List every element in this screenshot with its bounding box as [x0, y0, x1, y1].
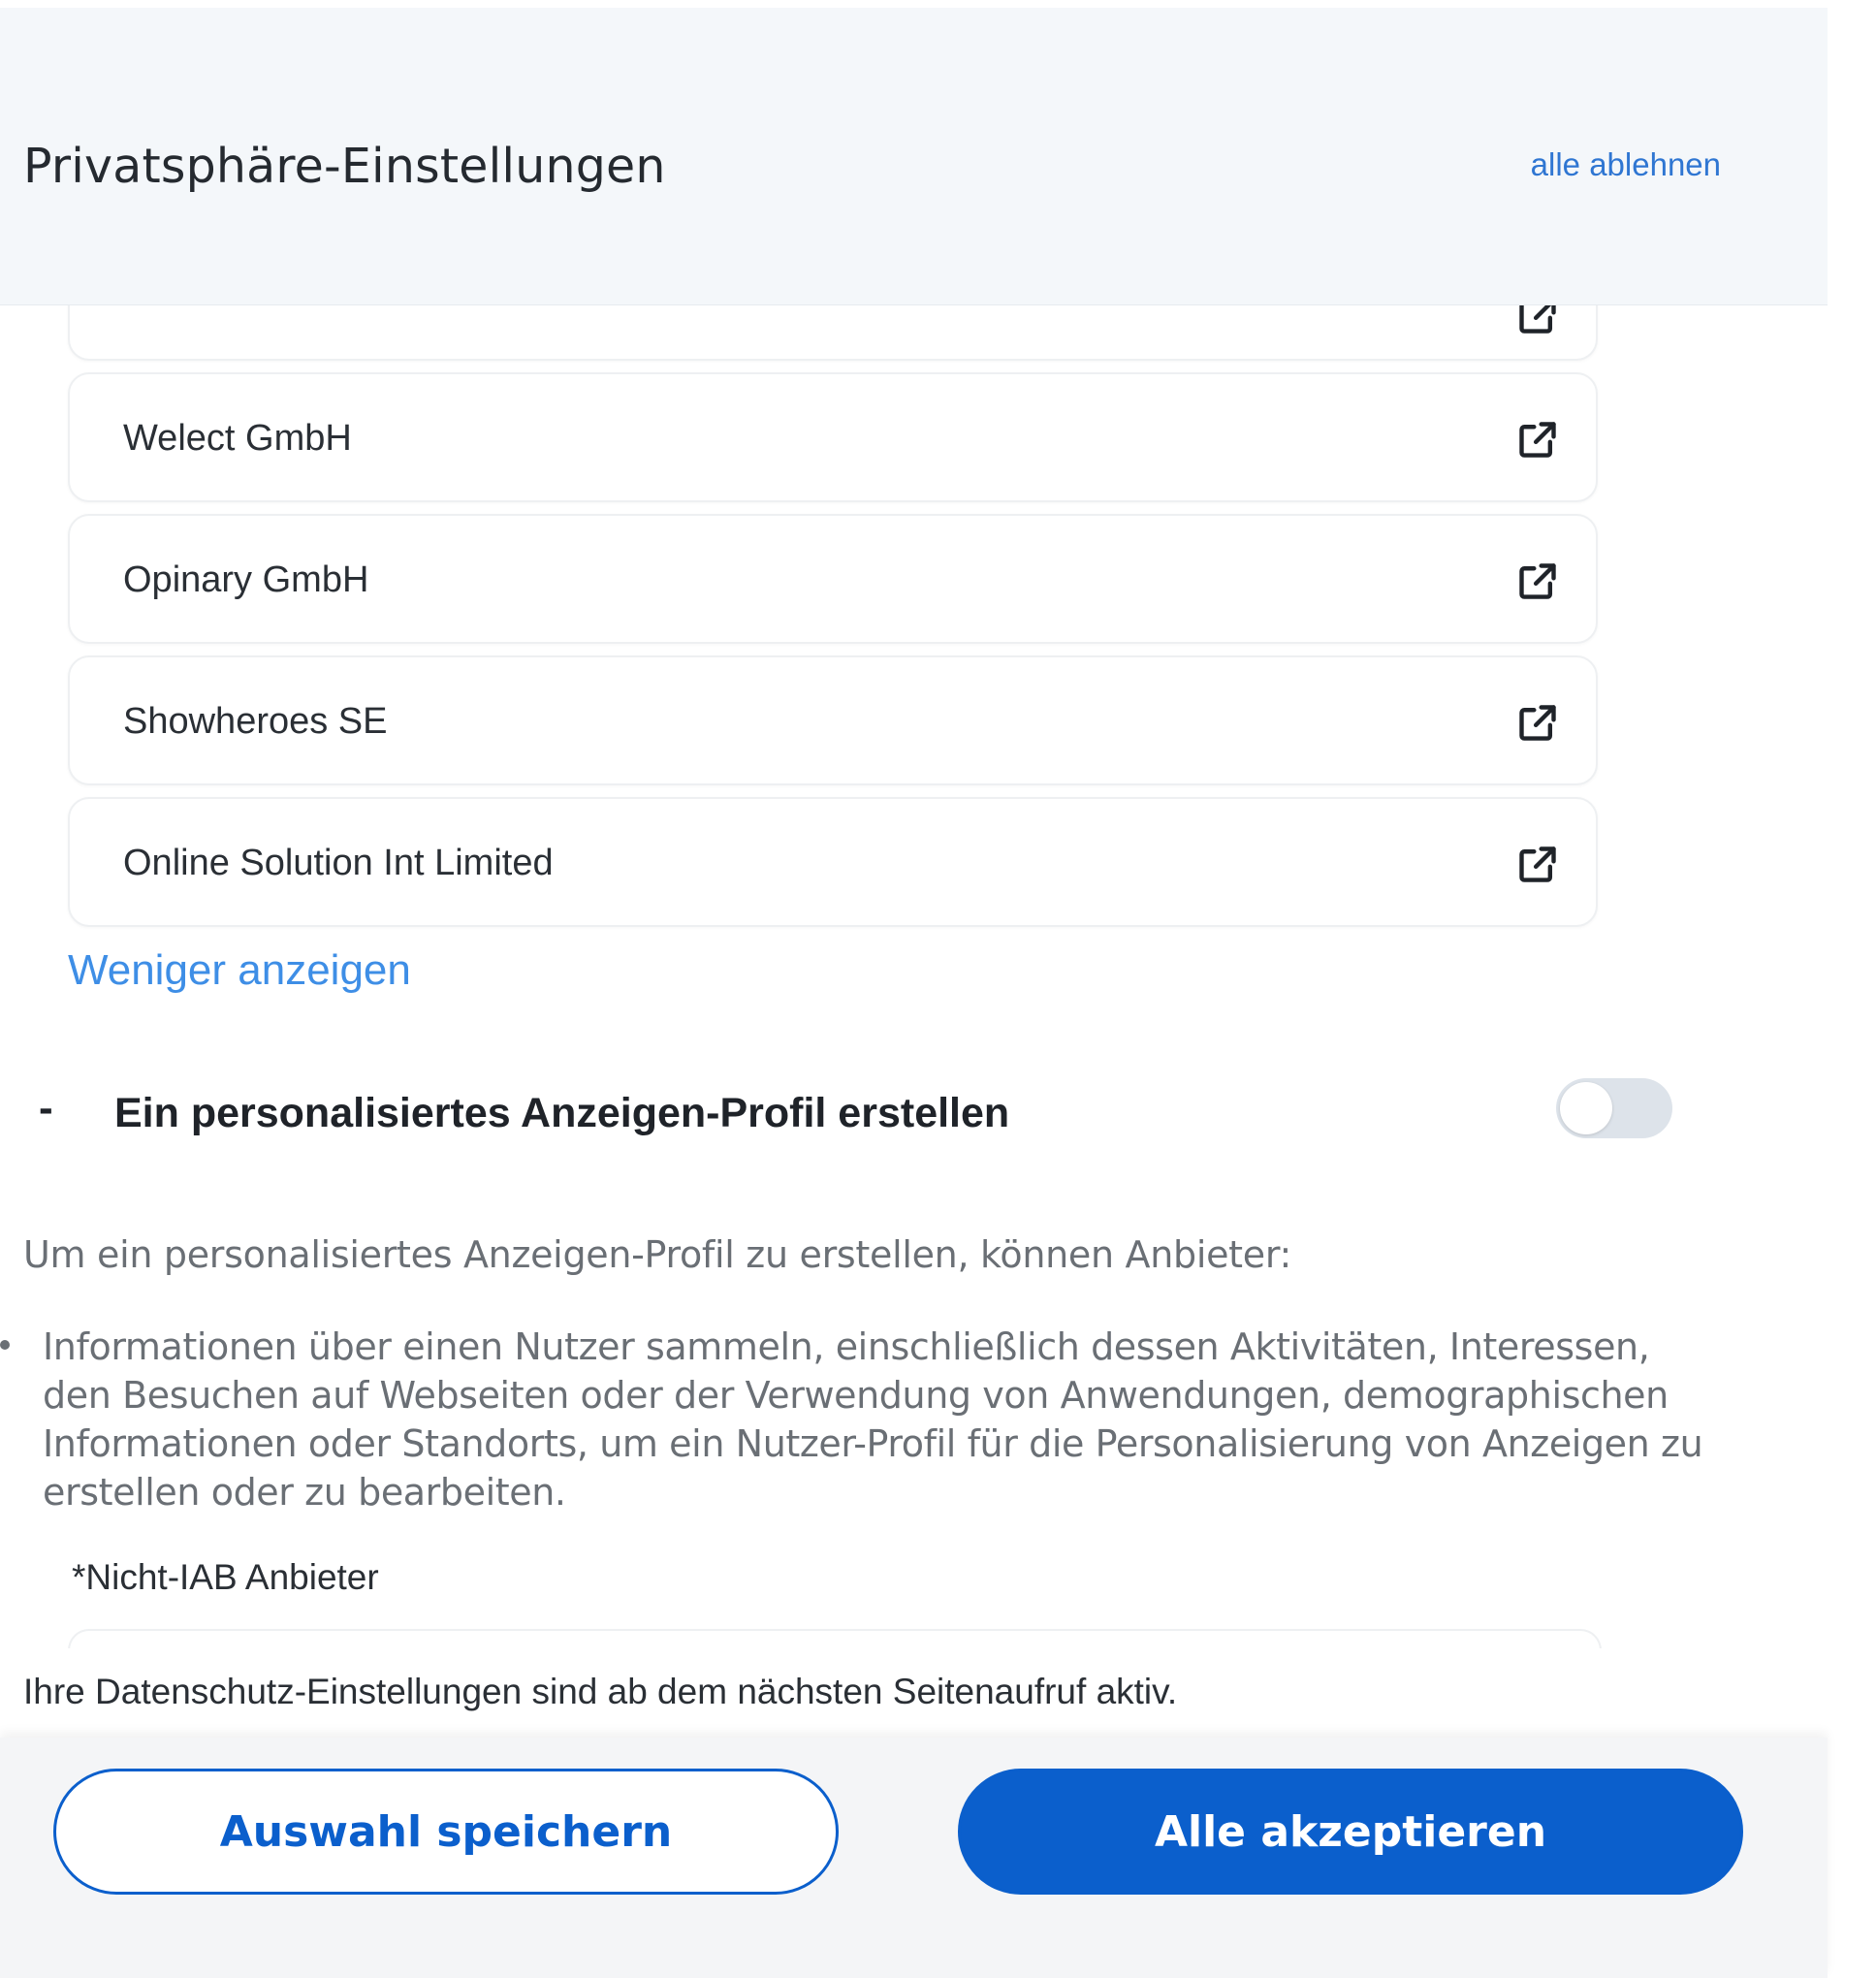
- footer-note: [0, 1648, 1828, 1738]
- bullet-icon: [0, 1340, 10, 1350]
- external-link-icon[interactable]: [1516, 560, 1559, 603]
- save-selection-button[interactable]: Auswahl speichern: [53, 1769, 839, 1895]
- vendor-item[interactable]: [68, 372, 1598, 502]
- accept-all-button[interactable]: Alle akzeptieren: [958, 1769, 1743, 1895]
- dialog-footer: [0, 1738, 1828, 1978]
- show-less-link[interactable]: Weniger anzeigen: [68, 946, 411, 994]
- external-link-icon[interactable]: [1516, 844, 1559, 886]
- purpose-intro: Um ein personalisiertes Anzeigen-Profil zu erstellen, können Anbieter:: [23, 1233, 1291, 1276]
- footer-note-text: Ihre Datenschutz-Einstellungen sind ab dem nächsten Seitenaufruf aktiv.: [23, 1672, 1178, 1711]
- external-link-icon[interactable]: [1516, 419, 1559, 462]
- reject-all-link[interactable]: alle ablehnen: [1530, 146, 1721, 182]
- non-iab-vendors-label: *Nicht-IAB Anbieter: [72, 1557, 379, 1597]
- external-link-icon[interactable]: [1516, 702, 1559, 745]
- purpose-consent-toggle[interactable]: [1556, 1078, 1672, 1138]
- vendor-name: Showheroes SE: [123, 701, 388, 742]
- dialog-header: [0, 8, 1828, 305]
- vendor-item[interactable]: [68, 655, 1598, 785]
- vendor-list: [68, 213, 1598, 939]
- vendor-item[interactable]: [68, 797, 1598, 927]
- vendor-name: Online Solution Int Limited: [123, 843, 554, 883]
- purpose-title[interactable]: Ein personalisiertes Anzeigen-Profil erstellen: [114, 1090, 1010, 1136]
- vendor-name: Opinary GmbH: [123, 559, 369, 600]
- vendor-name: Welect GmbH: [123, 418, 352, 459]
- purpose-description: Informationen über einen Nutzer sammeln, einschließlich dessen Aktivitäten, Interessen, den Besuchen auf Webseiten oder der Verwendung von Anwendungen, demographischen Informationen oder Standorts, um ein Nutzer-Profil für die Personalisierung von Anzeigen zu erstellen oder zu bearbeiten.: [43, 1325, 1703, 1514]
- dialog-title: Privatsphäre-Einstellungen: [23, 139, 666, 194]
- vendor-item[interactable]: [68, 514, 1598, 644]
- collapse-dash-icon[interactable]: -: [39, 1084, 53, 1132]
- toggle-knob: [1560, 1082, 1612, 1134]
